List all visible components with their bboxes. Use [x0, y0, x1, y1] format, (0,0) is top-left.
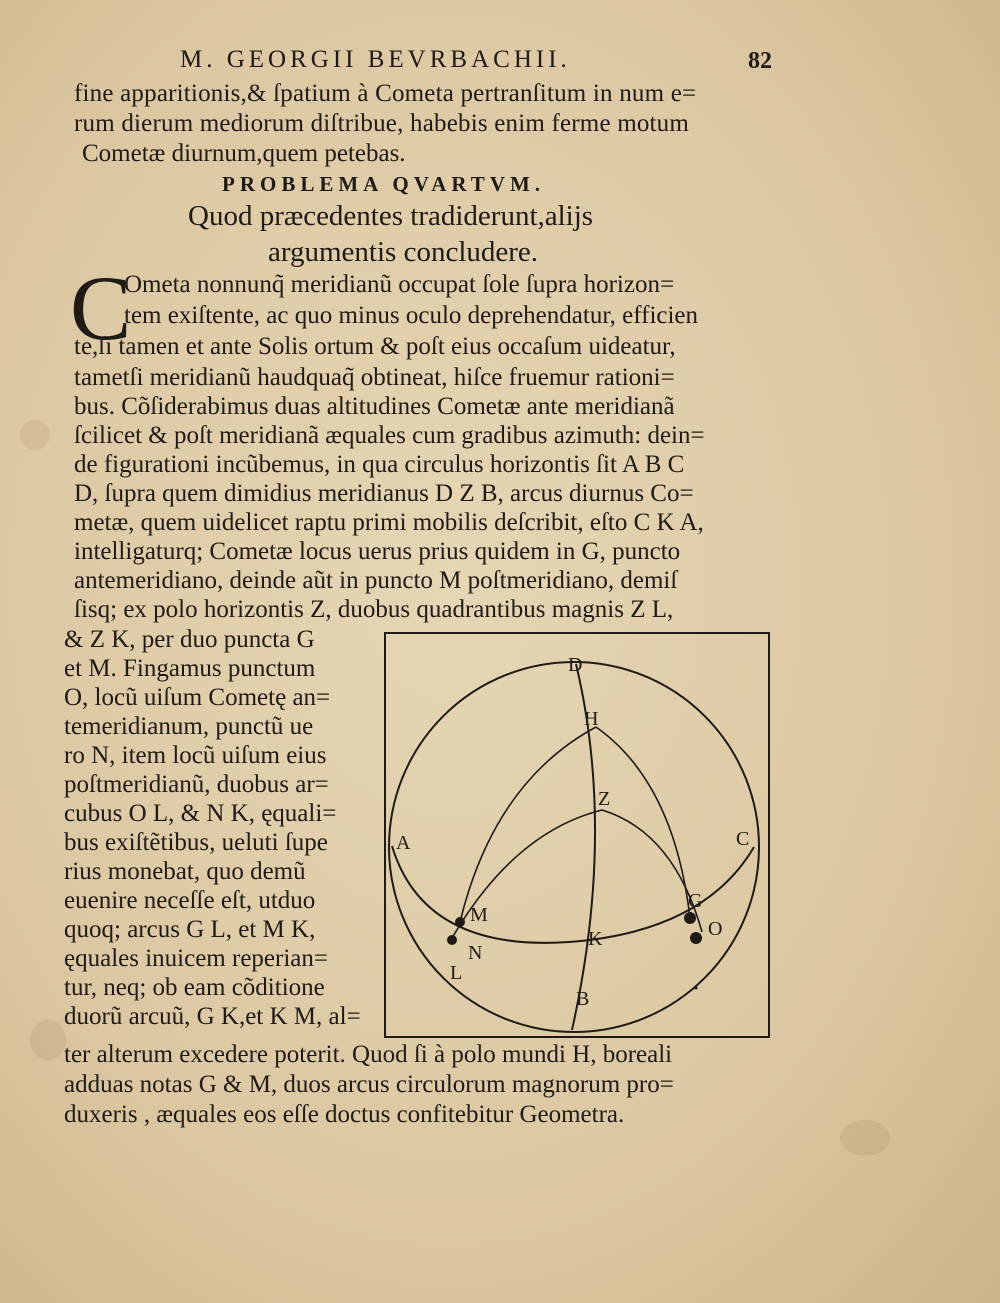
- text-line: bus. Cõſiderabimus duas altitudines Cometæ ante meridianã: [74, 393, 675, 420]
- label-g: G: [688, 890, 703, 912]
- label-n: N: [468, 942, 483, 964]
- problem-subtitle: Quod præcedentes tradiderunt,aliјs: [188, 200, 594, 232]
- label-o: O: [708, 918, 723, 940]
- text-line: O, locũ uiſum Cometę an=: [64, 684, 331, 711]
- text-line: Ometa nonnunq̃ meridianũ occupat ſole ſupra horizon=: [124, 271, 675, 298]
- text-line: ter alterum excedere poterit. Quod ſi à polo mundi H, boreali: [64, 1041, 673, 1068]
- text-line: quoq; arcus G L, et M K,: [64, 916, 316, 943]
- label-k: K: [588, 928, 603, 950]
- text-line: metæ, quem uidelicet raptu primi mobilis deſcribit, eſto C K A,: [74, 509, 704, 536]
- text-line: tametſi meridianũ haudquaq̃ obtineat, hiſce fruemur rationi=: [74, 364, 675, 391]
- text-line: ro N, item locũ uiſum eius: [64, 742, 327, 769]
- text-line: ſisq; ex polo horizontis Z, duobus quadrantibus magnis Z L,: [74, 596, 674, 623]
- text-line: de figurationi incũbemus, in qua circulus horizontis ſit A B C: [74, 451, 685, 478]
- label-l: L: [450, 962, 463, 984]
- paper-stain: [20, 420, 50, 450]
- text-line: antemeridiano, deinde aũt in puncto M poſtmeridiano, demiſ: [74, 567, 678, 594]
- running-head: [0, 42, 1000, 78]
- label-h: H: [584, 708, 599, 730]
- text-line: D, ſupra quem dimidius meridianus D Z B, arcus diurnus Co=: [74, 480, 694, 507]
- text-line: rum dierum mediorum diſtribue, habebis enim ferme motum: [74, 110, 690, 137]
- problem-subtitle: argumentis concludere.: [268, 236, 539, 268]
- text-line: tem exiſtente, ac quo minus oculo deprehendatur, efficien: [124, 302, 699, 329]
- arc-h-m: [460, 727, 596, 922]
- text-line: bus exiſtẽtibus, ueluti ſupe: [64, 829, 328, 856]
- text-line: rius monebat, quo demũ: [64, 858, 306, 885]
- running-head-title: M. GEORGII BEVRBACHII.: [180, 46, 571, 73]
- diagram-drawing: [384, 632, 770, 1038]
- astronomical-diagram: [384, 632, 770, 1038]
- text-line: Cometæ diurnum,quem petebas.: [82, 140, 406, 167]
- text-line: fine apparitionis,& ſpatium à Cometa pertranſitum in num e=: [74, 80, 697, 107]
- point-g: [684, 912, 696, 924]
- arc-h-g: [596, 727, 690, 918]
- text-line: et M. Fingamus punctum: [64, 655, 316, 682]
- label-m: M: [470, 904, 488, 926]
- text-line: tur, neq; ob eam cõditione: [64, 974, 325, 1001]
- text-line: duxeris , æquales eos eſſe doctus confitebitur Geometra.: [64, 1101, 625, 1128]
- drop-cap: C: [70, 257, 132, 359]
- text-line: duorũ arcuũ, G K,et K M, al=: [64, 1003, 361, 1030]
- point-n: [447, 935, 457, 945]
- point-o: [690, 932, 702, 944]
- problem-heading: PROBLEMA QVARTVM.: [222, 172, 546, 196]
- text-line: temeridianum, punctũ ue: [64, 713, 314, 740]
- text-line: te,ſi tamen et ante Solis ortum & poſt eius occaſum uideatur,: [74, 333, 676, 360]
- point-m: [455, 917, 465, 927]
- text-line: adduas notas G & M, duos arcus circulorum magnorum pro=: [64, 1071, 674, 1098]
- text-line: ſcilicet & poſt meridianã æquales cum gradibus azimuth: dein=: [74, 422, 705, 449]
- label-b: B: [576, 988, 590, 1010]
- page-number: 82: [748, 48, 772, 74]
- text-line: poſtmeridianũ, duobus ar=: [64, 771, 329, 798]
- label-z: Z: [598, 788, 611, 810]
- label-c: C: [736, 828, 750, 850]
- paper-stain: [840, 1120, 890, 1156]
- text-line: ęquales inuicem reperian=: [64, 945, 328, 972]
- label-d: D: [568, 654, 583, 676]
- text-line: intelligaturq; Cometæ locus uerus prius quidem in G, puncto: [74, 538, 681, 565]
- label-a: A: [396, 832, 411, 854]
- paper-stain: [30, 1020, 66, 1060]
- text-line: cubus O L, & N K, ęquali=: [64, 800, 337, 827]
- dot-mark: [695, 987, 698, 990]
- text-line: euenire neceſſe eſt, utduo: [64, 887, 316, 914]
- horizon-circle: [389, 662, 759, 1032]
- text-line: & Z K, per duo puncta G: [64, 626, 315, 653]
